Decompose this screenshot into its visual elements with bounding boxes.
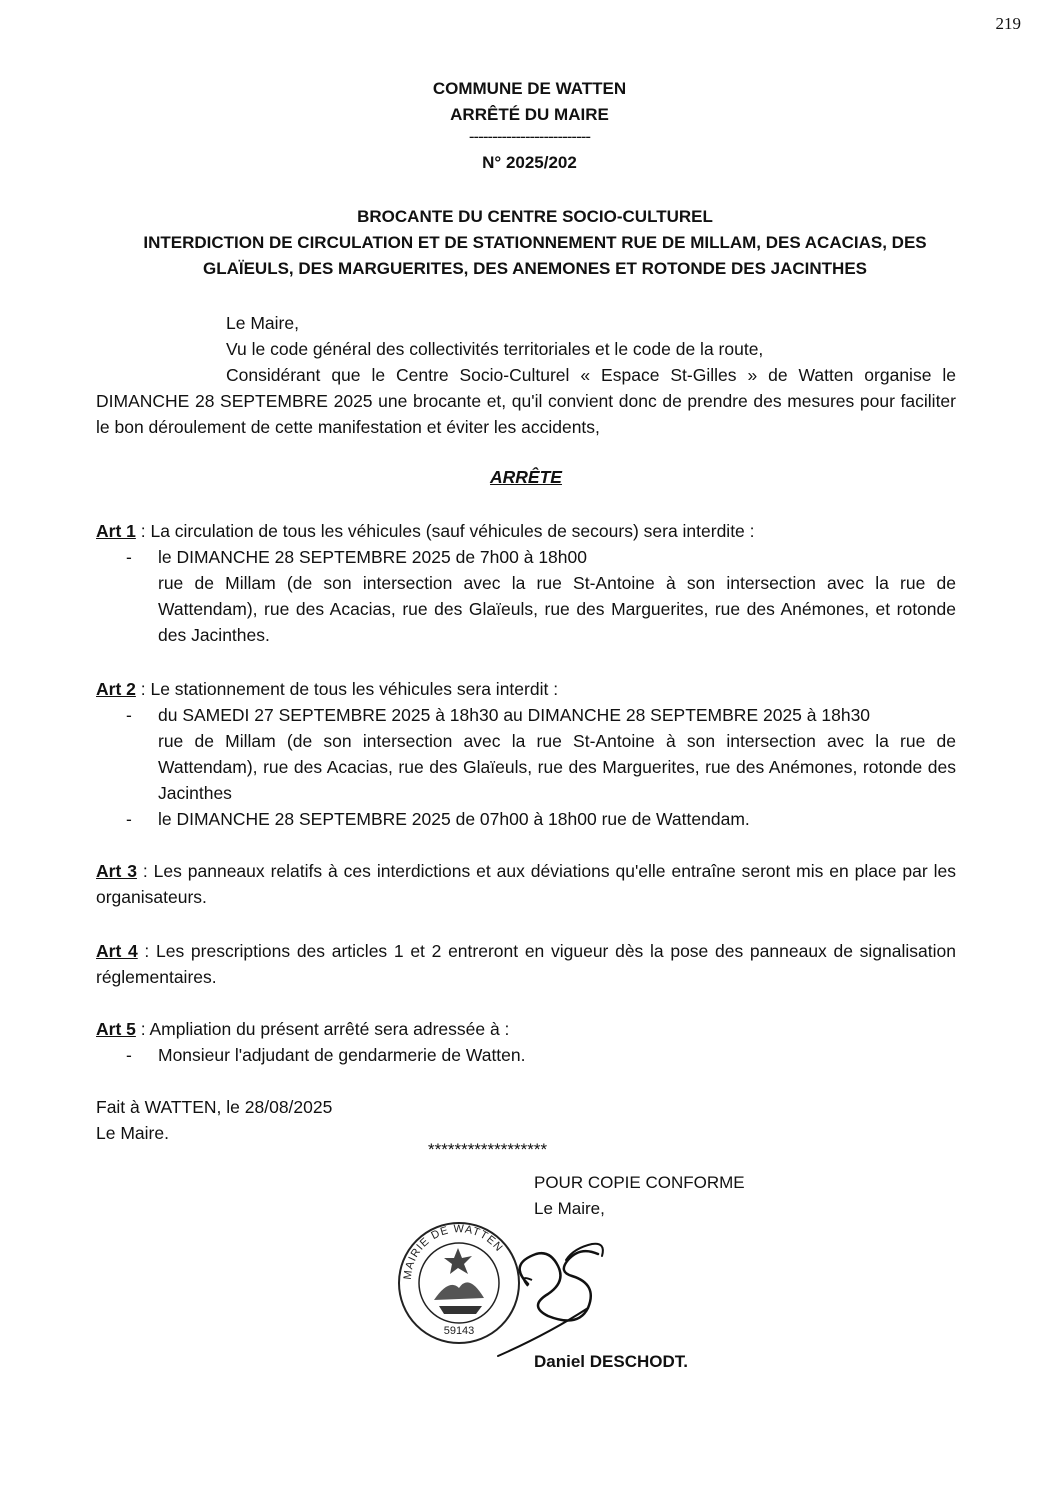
article-4-label: Art 4: [96, 941, 138, 961]
page-number: 219: [995, 14, 1021, 33]
article-5-item-1-text: Monsieur l'adjudant de gendarmerie de Watten.: [158, 1045, 526, 1065]
article-5-label: Art 5: [96, 1019, 136, 1039]
seal-text: MAIRIE DE WATTEN: [401, 1223, 506, 1281]
arrete-number: N° 2025/202: [482, 153, 577, 172]
article-4-text: : Les prescriptions des articles 1 et 2 entreront en vigueur dès la pose des panneaux de signalisation réglementaires.: [96, 941, 956, 987]
article-2-item-2: [96, 806, 956, 832]
article-2-text: : Le stationnement de tous les véhicules sera interdit :: [135, 679, 559, 699]
title-line-1: BROCANTE DU CENTRE SOCIO-CULTUREL: [357, 207, 713, 226]
article-2-item-1-streets: rue de Millam (de son intersection avec la rue St-Antoine à son intersection avec la rue de Wattendam), rue des Acacias, rue des Glaïeuls, rue des Marguerites, rue des Anémones, rotonde des Jacinthes: [158, 731, 956, 803]
article-1-item-1: [96, 544, 956, 648]
article-4: [96, 938, 956, 990]
stars-separator: ******************: [428, 1140, 548, 1159]
fait-a: Fait à WATTEN, le 28/08/2025: [96, 1097, 333, 1117]
article-1-item-1-streets: rue de Millam (de son intersection avec la rue St-Antoine à son intersection avec la rue de Wattendam), rue des Acacias, rue des Glaïeuls, rue des Marguerites, rue des Anémones, et rotonde des Jacinthes.: [158, 573, 956, 645]
dash-bullet: -: [126, 547, 132, 567]
article-5-text: : Ampliation du présent arrêté sera adressée à :: [135, 1019, 510, 1039]
signer-name: Daniel DESCHODT.: [534, 1352, 688, 1371]
article-2-item-1: [96, 702, 956, 806]
document-type: ARRÊTÉ DU MAIRE: [450, 105, 609, 124]
article-5: [96, 1016, 956, 1068]
article-2-item-2-text: le DIMANCHE 28 SEPTEMBRE 2025 de 07h00 à 18h00 rue de Wattendam.: [158, 809, 750, 829]
article-1: [96, 518, 956, 648]
preamble: [96, 310, 956, 440]
article-2: [96, 676, 956, 832]
article-1-label: Art 1: [96, 521, 136, 541]
arrete-heading-wrap: [96, 464, 956, 490]
article-2-label: Art 2: [96, 679, 136, 699]
pcc-maire: Le Maire,: [534, 1199, 605, 1218]
dash-bullet: -: [126, 705, 132, 725]
copie-conforme-block: [534, 1170, 745, 1222]
preamble-vu: Vu le code général des collectivités territoriales et le code de la route,: [226, 339, 764, 359]
header-separator: --------------------------: [468, 127, 591, 146]
document-header: [0, 76, 1059, 176]
dash-bullet: -: [126, 809, 132, 829]
article-1-text: : La circulation de tous les véhicules (sauf véhicules de secours) sera interdite :: [135, 521, 755, 541]
pour-copie-conforme: POUR COPIE CONFORME: [534, 1173, 745, 1192]
article-2-item-1-dates: du SAMEDI 27 SEPTEMBRE 2025 à 18h30 au DIMANCHE 28 SEPTEMBRE 2025 à 18h30: [158, 705, 871, 725]
arrete-heading: ARRÊTE: [490, 467, 562, 487]
commune-name: COMMUNE DE WATTEN: [432, 79, 627, 98]
footer-maire: Le Maire.: [96, 1123, 169, 1143]
document-title: [90, 204, 980, 282]
dash-bullet: -: [126, 1045, 132, 1065]
article-1-item-1-date: le DIMANCHE 28 SEPTEMBRE 2025 de 7h00 à 18h00: [158, 547, 587, 567]
title-line-2: INTERDICTION DE CIRCULATION ET DE STATIONNEMENT RUE DE MILLAM, DES ACACIAS, DES: [143, 233, 927, 252]
article-3-text: : Les panneaux relatifs à ces interdictions et aux déviations qu'elle entraîne seront mis en place par les organisateurs.: [96, 861, 956, 907]
preamble-considerant: Considérant que le Centre Socio-Culturel « Espace St-Gilles » de Watten organise le DIMANCHE 28 SEPTEMBRE 2025 une brocante et, qu'il convient donc de prendre des mesures pour faciliter le bon déroulement de cette manifestation et éviter les accidents,: [96, 365, 956, 437]
signature-place-date: [96, 1094, 956, 1146]
handwritten-signature-icon: [488, 1224, 648, 1364]
article-5-item-1: [96, 1042, 956, 1068]
article-3: [96, 858, 956, 910]
title-line-3: GLAÏEULS, DES MARGUERITES, DES ANEMONES ET ROTONDE DES JACINTHES: [202, 259, 868, 278]
seal-code: 59143: [443, 1325, 475, 1337]
preamble-maire: Le Maire,: [226, 313, 299, 333]
article-3-label: Art 3: [96, 861, 137, 881]
